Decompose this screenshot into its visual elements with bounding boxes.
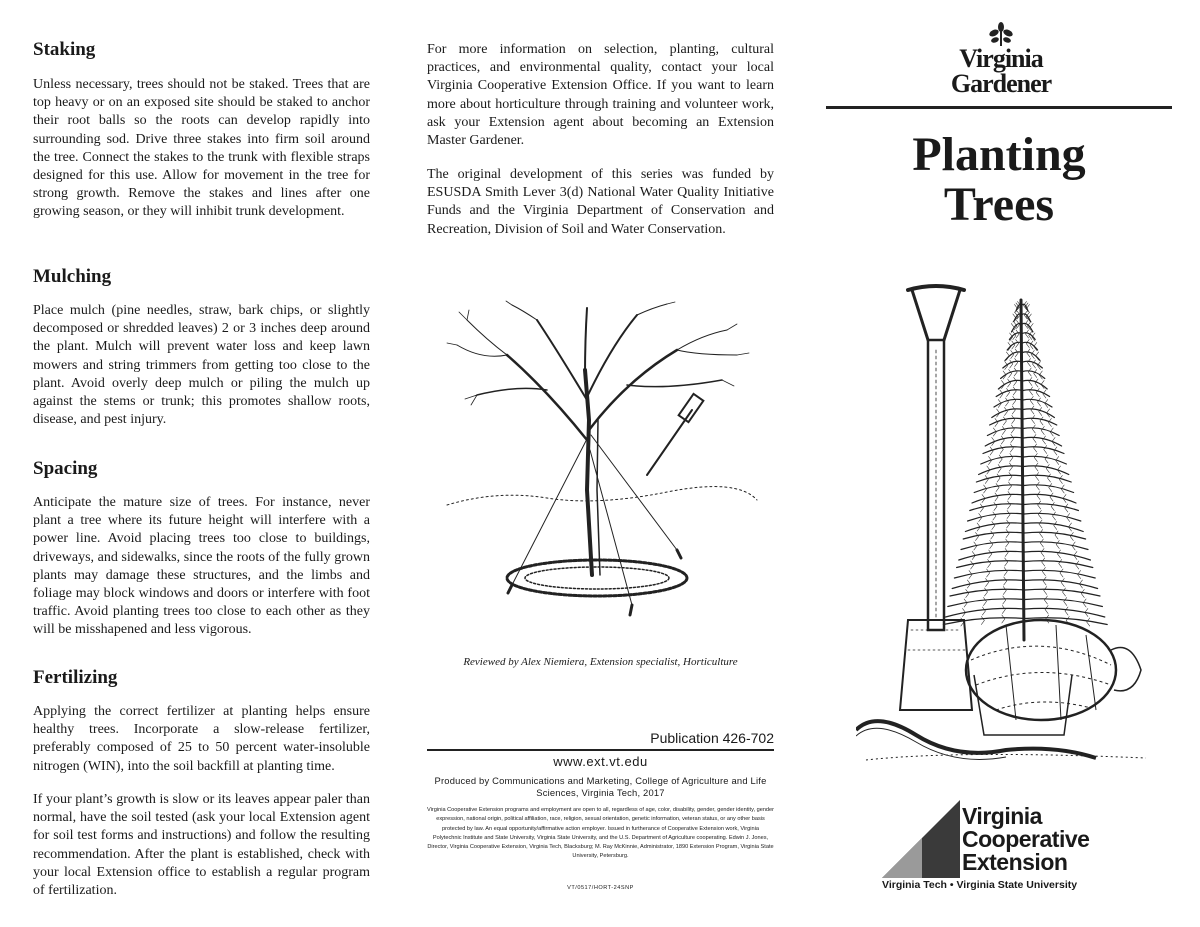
- vce-logo: [882, 800, 1172, 896]
- section-text-fertilizing-2: If your plant’s growth is slow or its leaves appear paler than normal, have the soil tested (ask your local Extension agent for soil test forms and instructions) and follow the resulting recommendation. After the plant is established, check with your local Extension office to establish a regular program of fertilization.: [33, 792, 370, 899]
- leaf-sprig-icon: [988, 22, 1014, 46]
- title-line-2: Trees: [943, 178, 1055, 231]
- vce-line-1: Virginia: [962, 803, 1042, 829]
- logo-line-gardener: Gardener: [950, 69, 1052, 98]
- section-text-fertilizing: Applying the correct fertilizer at planting helps ensure healthy trees. Incorporate a slow-release fertilizer, preferably composed of 25 to 50 percent water-insoluble nitrogen (WIN), into the soil backfill at planting time.: [33, 704, 370, 774]
- logo-line-virginia: Virginia: [959, 44, 1043, 73]
- divider: [427, 749, 774, 751]
- produced-by: Produced by Communications and Marketing, College of Agriculture and Life Sciences, Virginia Tech, 2017: [434, 775, 767, 798]
- title-line-1: Planting: [912, 128, 1086, 181]
- section-text-mulching: Place mulch (pine needles, straw, bark chips, or slightly decomposed or shredded leaves) 2 or 3 inches deep around the plant. Mulch will prevent water loss and keep lawn mowers and string trimmers from getting too close to the plant. Avoid overly deep mulch or piling the mulch up against the stems or trunk; this promotes shallow roots, disease, and pest injury.: [33, 303, 370, 428]
- right-column: [826, 0, 1172, 927]
- website-url: www.ext.vt.edu: [553, 754, 648, 769]
- virginia-gardener-logo: [946, 22, 1056, 102]
- vce-tagline: Virginia Tech • Virginia State University: [882, 879, 1078, 891]
- legal-notice: Virginia Cooperative Extension programs and employment are open to all, regardless of age, color, disability, gender, gender identity, gender expression, national origin, political affiliation, race, religion, sexual orientation, genetic information, veteran status, or any other basis protected by law. An equal opportunity/affirmative action employer. Issued in furtherance of Cooperative Extension work, Virginia Polytechnic Institute and State University, Virginia State University, and the U.S. Department of Agriculture cooperating. Edwin J. Jones, Director, Virginia Cooperative Extension, Virginia Tech, Blacksburg; M. Ray McKinnie, Administrator, 1890 Extension Program, Virginia State University, Petersburg.: [427, 807, 775, 860]
- vce-name: [962, 805, 1089, 874]
- staked-tree-illustration: [437, 300, 767, 620]
- vce-line-2: Cooperative: [962, 826, 1090, 852]
- more-info-paragraph: For more information on selection, planting, cultural practices, and environmental quality, contact your local Virginia Cooperative Extension Office. If you want to learn more about horticulture through training and volunteer work, ask your Extension agent about becoming an Extension Master Gardener.: [427, 42, 774, 149]
- section-heading-staking: Staking: [33, 39, 96, 60]
- evergreen-shovel-illustration: [856, 280, 1156, 770]
- page-title: [826, 130, 1172, 230]
- section-heading-spacing: Spacing: [33, 458, 98, 479]
- section-heading-fertilizing: Fertilizing: [33, 667, 118, 688]
- publication-code: VT/0517/HORT-24SNP: [567, 885, 634, 891]
- section-text-spacing: Anticipate the mature size of trees. For instance, never plant a tree where its future height will interfere with a power line. Avoid placing trees too close to buildings, driveways, and sidewalks, since the roots of the fully grown plants may damage these structures, and the limbs and foliage may block windows and doors or interfere with foot traffic. Avoid planting trees too close to each other as they will be misshapened and less vigorous.: [33, 495, 370, 638]
- section-heading-mulching: Mulching: [33, 266, 112, 287]
- vce-line-3: Extension: [962, 849, 1068, 875]
- vce-emblem-icon: [882, 800, 960, 878]
- title-divider: [826, 106, 1172, 109]
- funding-paragraph: The original development of this series was funded by ESUSDA Smith Lever 3(d) National Water Quality Initiative Funds and the Virginia Department of Conservation and Recreation, Division of Soil and Water Conservation.: [427, 167, 774, 237]
- section-text-staking: Unless necessary, trees should not be staked. Trees that are top heavy or on an exposed site should be staked to anchor their root balls so the roots can develop rapidly into surrounding sod. Drive three stakes into firm soil around the tree. Connect the stakes to the trunk with flexible straps designed for this use. Allow for movement in the tree for strong growth. Remove the stakes and lines after one growing season, or they will inhibit trunk development.: [33, 77, 370, 220]
- reviewer-caption: Reviewed by Alex Niemiera, Extension specialist, Horticulture: [463, 656, 738, 668]
- middle-column: [427, 0, 774, 927]
- publication-number: Publication 426-702: [650, 730, 774, 746]
- evergreen-branches: [943, 302, 1107, 627]
